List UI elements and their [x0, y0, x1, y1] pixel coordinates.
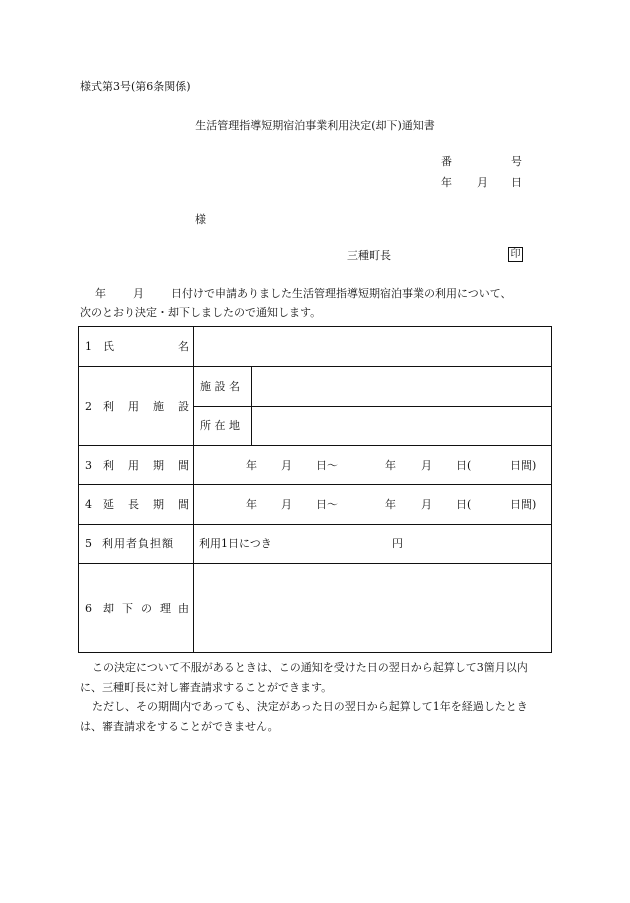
row4-number: 4 — [85, 498, 92, 511]
intro-text: 日付けで申請ありました生活管理指導短期宿泊事業の利用について、 — [171, 287, 512, 300]
row3-days: 日間) — [510, 459, 537, 472]
row4-to-month: 月 — [421, 498, 432, 511]
row4-label-1: 延 — [103, 498, 114, 511]
row6-number: 6 — [85, 602, 92, 615]
row6-label-5: 由 — [178, 602, 189, 615]
row3-label-4: 間 — [178, 459, 189, 472]
row2-label-3: 施 — [153, 400, 164, 413]
row3-label-3: 期 — [153, 459, 164, 472]
row1-label-b: 名 — [178, 340, 189, 353]
row3-from-month: 月 — [281, 459, 292, 472]
number-label: 番 — [441, 155, 452, 168]
row5-number: 5 — [85, 537, 92, 550]
issuer-name: 三種町長 — [347, 249, 391, 262]
row6-label-3: の — [141, 602, 152, 615]
row4-label-2: 長 — [128, 498, 139, 511]
row4-from-month: 月 — [281, 498, 292, 511]
row3-from-year: 年 — [246, 459, 257, 472]
note-paragraph-2-line-1: ただし、その期間内であっても、決定があった日の翌日から起算して1年を経過したとき — [92, 700, 528, 713]
date-year: 年 — [441, 176, 452, 189]
row-divider — [79, 445, 551, 446]
document-title: 生活管理指導短期宿泊事業利用決定(却下)通知書 — [195, 119, 435, 132]
intro-line-1 — [95, 287, 512, 301]
column-divider — [251, 366, 252, 445]
facility-name-label: 施 設 名 — [200, 380, 240, 393]
row4-to-year: 年 — [385, 498, 396, 511]
row-divider — [79, 484, 551, 485]
row4-from-year: 年 — [246, 498, 257, 511]
row3-number: 3 — [85, 459, 92, 472]
row5-label: 利用者負担額 — [102, 537, 174, 550]
intro-line-2: 次のとおり決定・却下しましたので通知します。 — [80, 306, 322, 319]
row1-number: 1 — [85, 340, 92, 353]
row2-label-1: 利 — [103, 400, 114, 413]
notice-table — [78, 326, 552, 653]
row4-label-4: 間 — [178, 498, 189, 511]
row3-to-day: 日( — [456, 459, 472, 472]
date-month: 月 — [477, 176, 488, 189]
intro-year: 年 — [95, 287, 106, 300]
row6-label-2: 下 — [122, 602, 133, 615]
row6-label-1: 却 — [103, 602, 114, 615]
row-divider — [79, 524, 551, 525]
column-divider — [193, 327, 194, 652]
row2-number: 2 — [85, 400, 92, 413]
number-suffix: 号 — [511, 155, 522, 168]
date-day: 日 — [511, 176, 522, 189]
addressee-honorific: 様 — [195, 213, 206, 226]
row3-from-day: 日～ — [316, 459, 338, 472]
row3-to-year: 年 — [385, 459, 396, 472]
row4-days: 日間) — [510, 498, 537, 511]
facility-address-label: 所 在 地 — [200, 419, 240, 432]
note-paragraph-2-line-2: は、審査請求をすることができません。 — [80, 720, 279, 733]
row6-label-4: 理 — [160, 602, 171, 615]
row3-label-1: 利 — [103, 459, 114, 472]
note-paragraph-1-line-2: に、三種町長に対し審査請求することができます。 — [80, 681, 333, 694]
row4-from-day: 日～ — [316, 498, 338, 511]
row5-text: 利用1日につき — [199, 537, 272, 550]
row3-to-month: 月 — [421, 459, 432, 472]
note-paragraph-1-line-1: この決定について不服があるときは、この通知を受けた日の翌日から起算して3箇月以内 — [92, 661, 528, 674]
intro-month: 月 — [133, 287, 144, 300]
row1-label-a: 氏 — [103, 340, 114, 353]
row-divider — [79, 563, 551, 564]
row-divider — [79, 366, 551, 367]
row4-to-day: 日( — [456, 498, 472, 511]
row-divider — [193, 406, 551, 407]
row2-label-2: 用 — [128, 400, 139, 413]
row2-label-4: 設 — [178, 400, 189, 413]
row3-label-2: 用 — [128, 459, 139, 472]
row4-label-3: 期 — [153, 498, 164, 511]
form-number: 様式第3号(第6条関係) — [80, 80, 191, 93]
seal-mark: 印 — [508, 247, 523, 262]
row5-yen: 円 — [392, 537, 403, 550]
